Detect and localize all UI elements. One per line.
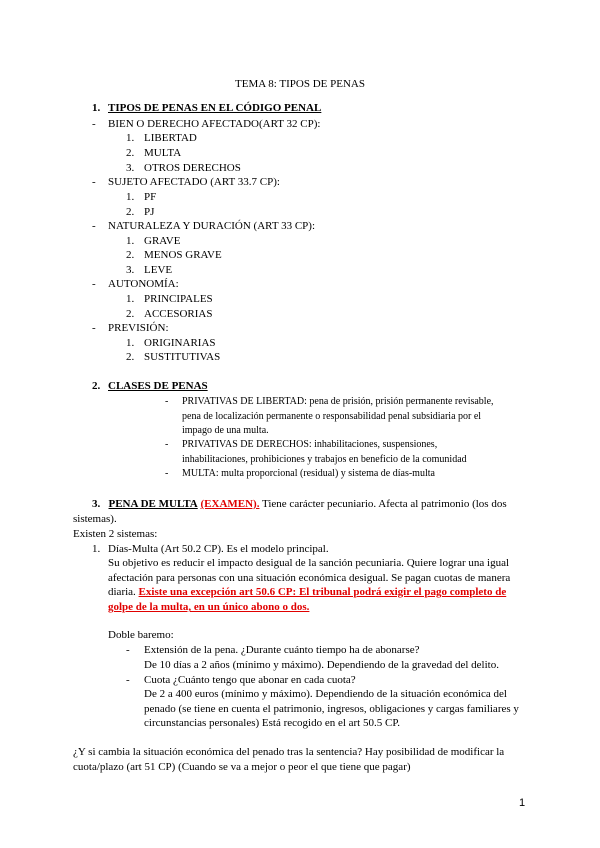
- section-3-number: 3.: [92, 498, 101, 510]
- clase-item-line: inhabilitaciones, prohibiciones y trabajos en beneficio de la comunidad: [182, 454, 467, 465]
- list-number: 1.: [126, 337, 135, 349]
- page-title: TEMA 8: TIPOS DE PENAS: [235, 78, 365, 90]
- dash-bullet: -: [92, 118, 96, 130]
- list-item: MULTA: [144, 147, 182, 159]
- list-item: LEVE: [144, 264, 173, 276]
- list-item: SUSTITUTIVAS: [144, 351, 221, 363]
- baremo-item-text: De 10 días a 2 años (mínimo y máximo). Dependiendo de la gravedad del delito.: [144, 659, 499, 671]
- exam-tag: (EXAMEN).: [200, 498, 260, 510]
- exception-text-cont: golpe de la multa, en un único abono o dos.: [108, 601, 310, 613]
- list-number: 3.: [126, 264, 135, 276]
- section-2-number: 2.: [92, 380, 101, 392]
- list-item: ORIGINARIAS: [144, 337, 216, 349]
- section-2-heading: CLASES DE PENAS: [108, 380, 208, 392]
- list-item: PRINCIPALES: [144, 293, 213, 305]
- baremo-item-title: Cuota ¿Cuánto tengo que abonar en cada cuota?: [144, 674, 356, 686]
- dash-bullet: -: [92, 322, 96, 334]
- dash-bullet: -: [126, 674, 130, 686]
- baremo-item-text: penado (se tiene en cuenta el patrimonio, ingresos, obligaciones y cargas familiares y: [144, 703, 519, 715]
- item1-line: afectación para personas con una situación económica desigual. Se pagan cuotas de manera: [108, 572, 511, 584]
- baremo-label: Doble baremo:: [108, 629, 174, 641]
- group-label: AUTONOMÍA:: [108, 278, 179, 290]
- list-number: 3.: [126, 162, 135, 174]
- item1-line: Su objetivo es reducir el impacto desigual de la sanción pecuniaria. Quiere lograr una igual: [108, 557, 510, 569]
- question-line: cuota/plazo (art 51 CP) (Cuando se va a mejor o peor el que tiene que pagar): [73, 761, 411, 773]
- list-number: 2.: [126, 249, 135, 261]
- group-label: NATURALEZA Y DURACIÓN (ART 33 CP):: [108, 220, 316, 232]
- list-number: 1.: [126, 191, 135, 203]
- list-number: 1.: [126, 132, 135, 144]
- clase-item-line: pena de localización permanente o responsabilidad penal subsidiaria por el: [182, 411, 482, 422]
- section-3-heading: PENA DE MULTA: [108, 498, 198, 510]
- section-3-intro: Tiene carácter pecuniario. Afecta al patrimonio (los dos: [262, 498, 507, 510]
- group-label: SUJETO AFECTADO (ART 33.7 CP):: [108, 176, 280, 188]
- baremo-item-title: Extensión de la pena. ¿Durante cuánto tiempo ha de abonarse?: [144, 644, 420, 656]
- diaria-text: diaria.: [108, 586, 136, 598]
- red-exception-line: [108, 585, 506, 600]
- dash-bullet: -: [92, 220, 96, 232]
- page-number: 1: [519, 797, 526, 809]
- clase-item-line: PRIVATIVAS DE DERECHOS: inhabilitaciones, suspensiones,: [182, 439, 438, 450]
- clase-item-line: impago de una multa.: [182, 425, 269, 436]
- baremo-item-text: circunstancias personales) Está recogido en el art 50.5 CP.: [144, 717, 400, 729]
- question-line: ¿Y si cambia la situación económica del penado tras la sentencia? Hay posibilidad de modificar la: [73, 746, 505, 758]
- list-number: 1.: [126, 235, 135, 247]
- group-label: BIEN O DERECHO AFECTADO(ART 32 CP):: [108, 118, 321, 130]
- dash-bullet: -: [165, 468, 169, 479]
- list-number: 2.: [126, 308, 135, 320]
- dash-bullet: -: [126, 644, 130, 656]
- list-item: ACCESORIAS: [144, 308, 213, 320]
- list-item: OTROS DERECHOS: [144, 162, 241, 174]
- item1-title: Días-Multa (Art 50.2 CP). Es el modelo principal.: [108, 543, 329, 555]
- list-number: 2.: [126, 351, 135, 363]
- section-1-heading: TIPOS DE PENAS EN EL CÓDIGO PENAL: [108, 102, 322, 114]
- clase-item-line: MULTA: multa proporcional (residual) y sistema de días-multa: [182, 468, 435, 479]
- section-1-number: 1.: [92, 102, 101, 114]
- dash-bullet: -: [165, 439, 169, 450]
- exception-text: Existe una excepción art 50.6 CP: El tribunal podrá exigir el pago completo de: [138, 586, 507, 598]
- list-item: GRAVE: [144, 235, 181, 247]
- section-3-heading-line: [92, 497, 507, 512]
- list-number: 2.: [126, 147, 135, 159]
- list-item: MENOS GRAVE: [144, 249, 222, 261]
- list-number: 2.: [126, 206, 135, 218]
- dash-bullet: -: [165, 396, 169, 407]
- dash-bullet: -: [92, 278, 96, 290]
- list-item: LIBERTAD: [144, 132, 197, 144]
- list-item: PJ: [144, 206, 155, 218]
- group-label: PREVISIÓN:: [108, 322, 169, 334]
- baremo-item-text: De 2 a 400 euros (mínimo y máximo). Dependiendo de la situación económica del: [144, 688, 507, 700]
- existen-text: Existen 2 sistemas:: [73, 528, 158, 540]
- section-3-intro-cont: sistemas).: [73, 513, 117, 525]
- dash-bullet: -: [92, 176, 96, 188]
- list-number: 1.: [126, 293, 135, 305]
- list-item: PF: [144, 191, 157, 203]
- clase-item-line: PRIVATIVAS DE LIBERTAD: pena de prisión, prisión permanente revisable,: [182, 396, 494, 407]
- list-number: 1.: [92, 543, 101, 555]
